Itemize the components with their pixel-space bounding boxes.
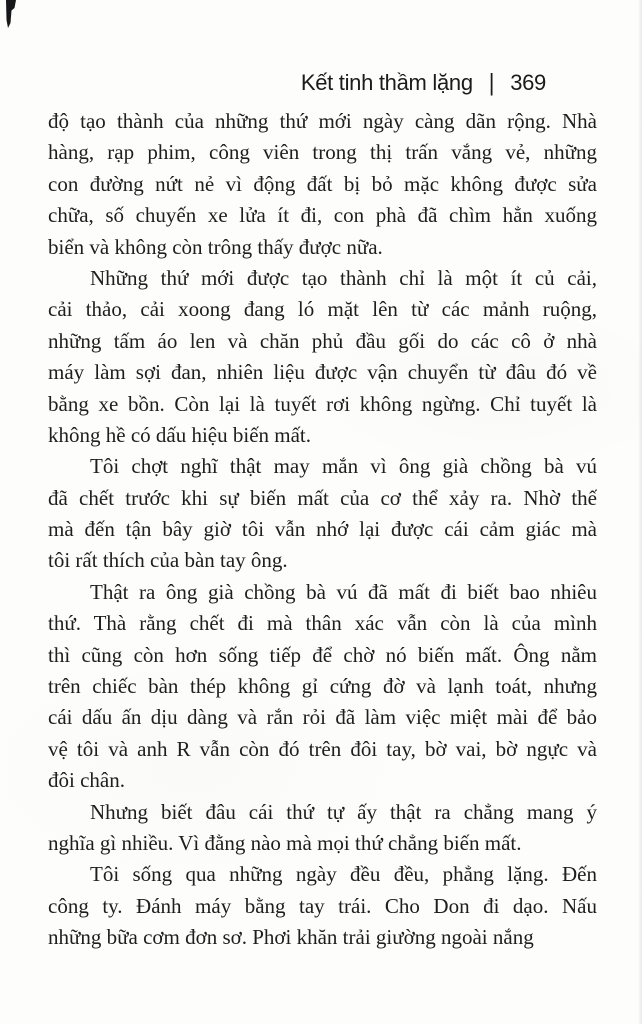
paragraph — [48, 577, 597, 797]
text-line: Nhưng biết đâu cái thứ tự ấy thật ra chẳng mang ý — [90, 799, 597, 824]
paragraph — [48, 859, 597, 953]
text-line: thì cũng còn hơn sống tiếp để chờ nó biến mất. Ông nằm — [48, 642, 597, 667]
text-line: những tấm áo len và chăn phủ đầu gối do các cô ở nhà — [48, 328, 597, 353]
text-line: độ tạo thành của những thứ mới ngày càng dãn rộng. Nhà — [48, 109, 597, 133]
text-line: không hề có dấu hiệu biến mất. — [48, 422, 312, 447]
page-number: 369 — [510, 70, 546, 95]
text-line: những bữa cơm đơn sơ. Phơi khăn trải giường ngoài nắng — [48, 925, 534, 950]
text-line: vệ tôi và anh R vẫn còn đó trên đôi tay, bờ vai, bờ ngực và — [48, 736, 597, 761]
paragraph — [48, 263, 597, 451]
text-line: Những thứ mới được tạo thành chỉ là một ít củ cải, — [90, 265, 597, 290]
text-line: máy làm sợi đan, nhiên liệu được vận chuyển từ đâu đó về — [48, 360, 597, 385]
running-header — [301, 70, 546, 96]
text-line: Tôi chợt nghĩ thật may mắn vì ông già chồng bà vú — [90, 454, 597, 479]
header-divider: | — [488, 68, 495, 97]
text-line: nghĩa gì nhiều. Vì đằng nào mà mọi thứ chẳng biến mất. — [48, 830, 522, 855]
body-text — [48, 106, 597, 954]
paragraph — [48, 106, 597, 263]
text-line: chữa, số chuyến xe lửa ít đi, con phà đã chìm hẳn xuống — [48, 203, 597, 228]
text-line: hàng, rạp phim, công viên trong thị trấn vắng vẻ, những — [48, 140, 597, 165]
text-line: công ty. Đánh máy bằng tay trái. Cho Don đi dạo. Nấu — [48, 893, 597, 918]
text-line: tôi rất thích của bàn tay ông. — [48, 548, 288, 573]
text-line: thứ. Thà rằng chết đi mà thân xác vẫn còn là của mình — [48, 611, 597, 636]
chapter-title: Kết tinh thầm lặng — [300, 70, 473, 95]
paragraph — [48, 451, 597, 577]
text-line: Thật ra ông già chồng bà vú đã mất đi biết bao nhiêu — [90, 579, 597, 604]
text-line: Tôi sống qua những ngày đều đều, phẳng lặng. Đến — [90, 862, 597, 887]
text-line: con đường nứt nẻ vì động đất bị bỏ mặc không được sửa — [48, 171, 597, 196]
text-line: đã chết trước khi sự biến mất của cơ thể xảy ra. Nhờ thế — [48, 485, 597, 510]
text-line: trên chiếc bàn thép không gỉ cứng đờ và lạnh toát, nhưng — [48, 674, 597, 699]
text-line: cái dấu ấn dịu dàng và rắn rỏi đã làm việc miệt mài để bảo — [48, 705, 597, 730]
text-line: đôi chân. — [48, 768, 125, 793]
paragraph — [48, 797, 597, 860]
text-line: cải thảo, cải xoong đang ló mặt lên từ các mảnh ruộng, — [48, 297, 597, 322]
text-line: biển và không còn trông thấy được nữa. — [48, 234, 383, 259]
text-line: bằng xe bồn. Còn lại là tuyết rơi không ngừng. Chỉ tuyết là — [48, 391, 597, 416]
text-line: mà đến tận bây giờ tôi vẫn nhớ lại được cái cảm giác mà — [48, 517, 597, 542]
ink-blot-mark — [3, 0, 17, 30]
